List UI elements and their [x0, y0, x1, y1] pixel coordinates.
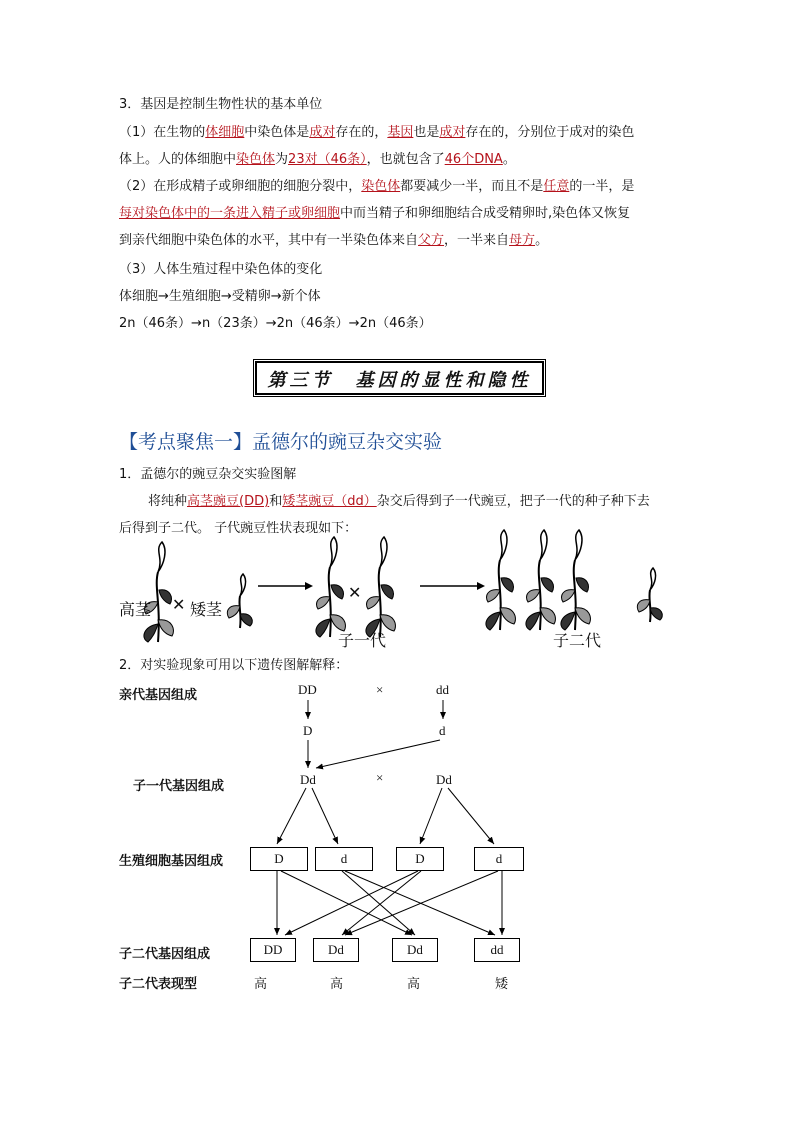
section-title: 第三节 基因的显性和隐性: [267, 370, 532, 391]
text: 的一半，是: [569, 179, 635, 194]
key-term: 23对（46条）: [288, 152, 367, 167]
f1-plant: [316, 537, 346, 637]
text: 存在的，分别位于成对的染色: [465, 125, 635, 140]
cross-symbol: ✕: [348, 583, 362, 602]
f2-phenotype: 高: [254, 977, 268, 992]
f2-genotype-box: Dd: [313, 938, 359, 962]
cross-symbol: ✕: [172, 595, 186, 614]
arrow-head: [477, 582, 485, 590]
text: 也是: [413, 125, 440, 140]
point3-line7: 体细胞→生殖细胞→受精卵→新个体: [119, 289, 321, 304]
key-term: 母方: [509, 233, 536, 248]
f2-plant: [526, 530, 556, 630]
row-label-f2: 子二代基因组成: [119, 947, 211, 962]
parent-genotype: dd: [436, 682, 449, 697]
f2-genotype-box: DD: [250, 938, 296, 962]
key-term: 成对: [439, 125, 466, 140]
text: 都要减少一半，而且不是: [400, 179, 544, 194]
f2-phenotype: 高: [330, 977, 344, 992]
f1-plant: [366, 537, 396, 637]
key-term: 基因: [387, 125, 414, 140]
label-f1: 子一代: [338, 631, 387, 650]
f2-plant: [561, 530, 591, 630]
key-term: 父方: [418, 233, 445, 248]
row-label-f1: 子一代基因组成: [133, 779, 225, 794]
row-label-phenotype: 子二代表现型: [119, 977, 198, 992]
text: ，一半来自: [444, 233, 510, 248]
key-term: 高茎豌豆(DD): [187, 494, 270, 509]
short-plant-parent: [227, 574, 252, 628]
key-term: 每对染色体中的一条进入精子或卵细胞: [119, 206, 341, 221]
kaodian-heading: 【考点聚焦一】孟德尔的豌豆杂交实验: [119, 431, 443, 453]
text: 体上。人的体细胞中: [119, 152, 237, 167]
gamete-box: d: [474, 847, 524, 871]
parent-gamete: D: [303, 723, 313, 738]
text: 中而当精子和卵细胞结合成受精卵时,染色体又恢复: [340, 206, 631, 221]
label-short: 矮茎: [190, 600, 223, 619]
text: 存在的，: [335, 125, 388, 140]
label-f2: 子二代: [553, 631, 602, 650]
f2-short-plant: [637, 568, 662, 622]
gamete-box: D: [250, 847, 308, 871]
text: 和: [269, 494, 283, 509]
s2-title: 2．对实验现象可用以下遗传图解解释：: [119, 658, 349, 673]
text: （1）在生物的: [119, 125, 206, 140]
row-label-gametes: 生殖细胞基因组成: [119, 854, 224, 869]
f2-genotype-box: Dd: [392, 938, 438, 962]
key-term: 矮茎豌豆（dd）: [282, 494, 377, 509]
f1-genotype: Dd: [300, 772, 316, 787]
text: 将纯种: [148, 494, 188, 509]
parent-genotype: DD: [298, 682, 317, 697]
parent-gamete: d: [439, 723, 446, 738]
gamete-box: D: [396, 847, 444, 871]
s1-title: 1．孟德尔的豌豆杂交实验图解: [119, 467, 297, 482]
f2-plant: [486, 530, 516, 630]
text: 为: [275, 152, 289, 167]
arrow-head: [305, 582, 313, 590]
text: 到亲代细胞中染色体的水平，其中有一半染色体来自: [119, 233, 419, 248]
f1-genotype: Dd: [436, 772, 452, 787]
key-term: 成对: [309, 125, 336, 140]
text: （2）在形成精子或卵细胞的细胞分裂中，: [119, 179, 362, 194]
s1-line2: 后得到子二代。 子代豌豆性状表现如下：: [119, 521, 358, 536]
key-term: 46个DNA: [444, 152, 503, 167]
key-term: 任意: [543, 179, 570, 194]
gamete-box: d: [315, 847, 373, 871]
text: ，也就包含了: [366, 152, 445, 167]
text: 。: [502, 152, 516, 167]
key-term: 体细胞: [205, 125, 245, 140]
row-label-parent: 亲代基因组成: [119, 688, 198, 703]
key-term: 染色体: [236, 152, 276, 167]
text: 中染色体是: [244, 125, 310, 140]
times-symbol: ×: [376, 770, 384, 785]
f2-phenotype: 矮: [495, 977, 509, 992]
text: 。: [535, 233, 549, 248]
point3-title: 3．基因是控制生物性状的基本单位: [119, 97, 323, 112]
text: 杂交后得到子一代豌豆，把子一代的种子种下去: [376, 494, 650, 509]
f2-phenotype: 高: [407, 977, 421, 992]
key-term: 染色体: [361, 179, 401, 194]
point3-line8: 2n（46条）→n（23条）→2n（46条）→2n（46条）: [119, 316, 432, 331]
times-symbol: ×: [376, 682, 384, 697]
tall-plant-parent: [144, 542, 174, 642]
f2-genotype-box: dd: [474, 938, 520, 962]
label-tall: 高茎: [119, 600, 152, 619]
point3-line6: （3）人体生殖过程中染色体的变化: [119, 262, 323, 277]
